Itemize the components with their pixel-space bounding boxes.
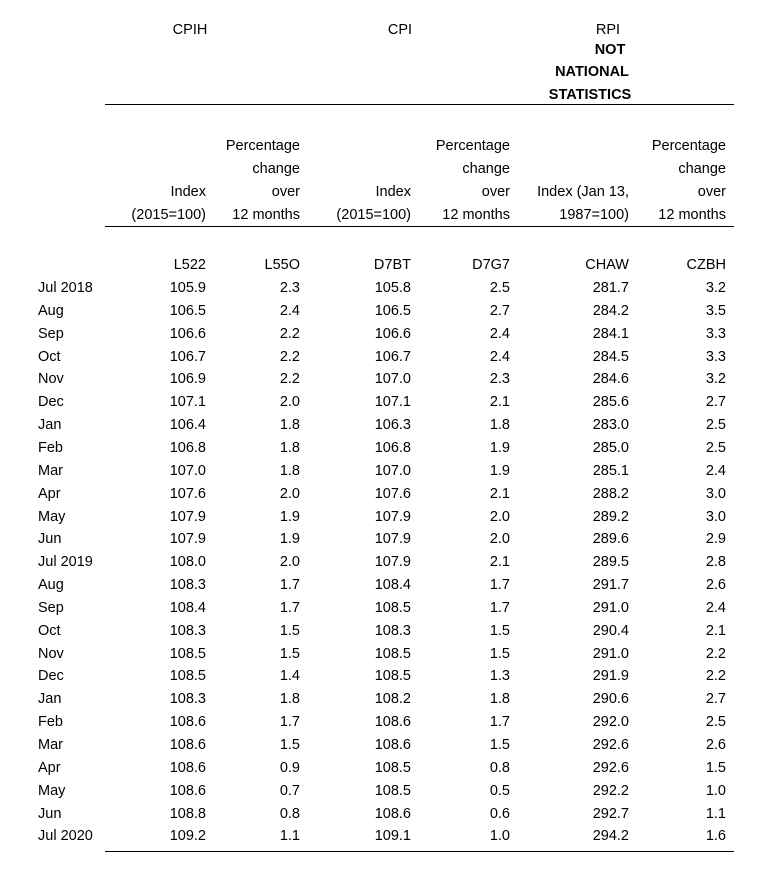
cell-cpi-index: 106.6 bbox=[374, 326, 411, 342]
rpi-pct-header-line-2: change bbox=[678, 161, 726, 177]
cell-rpi-index: 288.2 bbox=[592, 486, 629, 502]
cell-rpi-pct: 3.2 bbox=[705, 371, 726, 387]
series-code-rpi-pct: CZBH bbox=[686, 257, 726, 273]
cell-cpi-pct: 1.5 bbox=[489, 737, 510, 753]
cell-cpi-index: 109.1 bbox=[374, 828, 411, 844]
cell-cpih-pct: 1.9 bbox=[279, 531, 300, 547]
cell-cpi-index: 108.2 bbox=[374, 691, 411, 707]
cpih-index-base: (2015=100) bbox=[131, 207, 206, 223]
cell-cpih-index: 108.6 bbox=[169, 783, 206, 799]
cell-rpi-index: 284.5 bbox=[592, 349, 629, 365]
series-code-rpi-index: CHAW bbox=[585, 257, 629, 273]
cell-cpih-index: 107.0 bbox=[169, 463, 206, 479]
cell-cpi-pct: 2.5 bbox=[489, 280, 510, 296]
row-month-label: Nov bbox=[38, 646, 64, 662]
row-month-label: Aug bbox=[38, 577, 64, 593]
cell-cpih-pct: 1.7 bbox=[279, 714, 300, 730]
cell-rpi-index: 285.1 bbox=[592, 463, 629, 479]
cell-cpih-index: 106.6 bbox=[169, 326, 206, 342]
cell-rpi-pct: 3.2 bbox=[705, 280, 726, 296]
cell-cpih-index: 108.5 bbox=[169, 646, 206, 662]
cell-cpi-index: 106.7 bbox=[374, 349, 411, 365]
cell-rpi-pct: 3.3 bbox=[705, 349, 726, 365]
cell-cpi-pct: 1.9 bbox=[489, 463, 510, 479]
cell-rpi-index: 292.2 bbox=[592, 783, 629, 799]
cell-rpi-pct: 2.7 bbox=[705, 394, 726, 410]
cell-rpi-pct: 3.3 bbox=[705, 326, 726, 342]
cell-cpih-pct: 0.8 bbox=[279, 806, 300, 822]
cell-rpi-index: 291.0 bbox=[592, 646, 629, 662]
rpi-pct-header-line-3: over bbox=[697, 184, 726, 200]
header-top-rule bbox=[105, 104, 734, 105]
group-header-rpi: RPI bbox=[595, 22, 621, 38]
cell-cpih-pct: 1.5 bbox=[279, 737, 300, 753]
cpi-pct-header-line-4: 12 months bbox=[442, 207, 510, 223]
row-month-label: Jul 2018 bbox=[38, 280, 93, 296]
cell-rpi-index: 284.1 bbox=[592, 326, 629, 342]
cpih-pct-header-line-3: over bbox=[271, 184, 300, 200]
cell-cpih-index: 108.4 bbox=[169, 600, 206, 616]
cell-cpih-pct: 2.2 bbox=[279, 349, 300, 365]
cell-cpi-pct: 1.7 bbox=[489, 577, 510, 593]
row-month-label: May bbox=[38, 783, 66, 799]
cell-cpi-index: 107.9 bbox=[374, 531, 411, 547]
header-bottom-rule bbox=[105, 226, 734, 227]
cell-cpih-pct: 1.8 bbox=[279, 417, 300, 433]
cell-rpi-pct: 2.2 bbox=[705, 668, 726, 684]
cell-cpi-pct: 2.4 bbox=[489, 349, 510, 365]
cell-cpi-index: 108.6 bbox=[374, 737, 411, 753]
cell-cpi-index: 106.8 bbox=[374, 440, 411, 456]
row-month-label: Apr bbox=[38, 760, 61, 776]
series-code-cpi-pct: D7G7 bbox=[472, 257, 510, 273]
cell-rpi-pct: 3.5 bbox=[705, 303, 726, 319]
cell-cpih-pct: 1.7 bbox=[279, 600, 300, 616]
cell-rpi-pct: 3.0 bbox=[705, 486, 726, 502]
cell-cpih-index: 106.9 bbox=[169, 371, 206, 387]
cell-cpih-pct: 1.5 bbox=[279, 623, 300, 639]
cell-cpih-index: 108.6 bbox=[169, 714, 206, 730]
cell-cpi-pct: 0.8 bbox=[489, 760, 510, 776]
row-month-label: Feb bbox=[38, 440, 63, 456]
cell-cpi-index: 108.5 bbox=[374, 646, 411, 662]
cell-cpi-pct: 0.5 bbox=[489, 783, 510, 799]
cell-rpi-pct: 2.1 bbox=[705, 623, 726, 639]
cell-cpi-index: 107.1 bbox=[374, 394, 411, 410]
cpi-index-header: Index bbox=[375, 184, 411, 200]
cpi-pct-header-line-3: over bbox=[481, 184, 510, 200]
rpi-index-header-line-1: Index (Jan 13, bbox=[537, 184, 629, 200]
cell-cpih-index: 107.6 bbox=[169, 486, 206, 502]
cell-cpih-pct: 1.5 bbox=[279, 646, 300, 662]
cell-cpi-pct: 1.8 bbox=[489, 691, 510, 707]
series-code-cpih-pct: L55O bbox=[264, 257, 300, 273]
cell-rpi-pct: 2.5 bbox=[705, 714, 726, 730]
cell-cpi-index: 107.0 bbox=[374, 371, 411, 387]
cell-cpih-pct: 2.0 bbox=[279, 554, 300, 570]
cell-rpi-pct: 1.0 bbox=[705, 783, 726, 799]
cell-cpi-index: 107.9 bbox=[374, 554, 411, 570]
row-month-label: Jun bbox=[38, 806, 62, 822]
row-month-label: Nov bbox=[38, 371, 64, 387]
cell-cpih-pct: 0.9 bbox=[279, 760, 300, 776]
cell-rpi-index: 290.6 bbox=[592, 691, 629, 707]
cell-rpi-pct: 2.6 bbox=[705, 577, 726, 593]
rpi-pct-header-line-4: 12 months bbox=[658, 207, 726, 223]
cell-cpi-pct: 1.8 bbox=[489, 417, 510, 433]
cpih-pct-header-line-1: Percentage bbox=[225, 138, 300, 154]
cell-cpi-index: 107.9 bbox=[374, 509, 411, 525]
cell-rpi-index: 292.6 bbox=[592, 737, 629, 753]
cell-rpi-pct: 2.7 bbox=[705, 691, 726, 707]
group-header-cpi: CPI bbox=[387, 22, 413, 38]
row-month-label: Jul 2020 bbox=[38, 828, 93, 844]
cell-cpih-pct: 1.4 bbox=[279, 668, 300, 684]
cell-cpi-pct: 2.1 bbox=[489, 486, 510, 502]
cell-cpi-index: 106.5 bbox=[374, 303, 411, 319]
cell-cpih-pct: 2.0 bbox=[279, 394, 300, 410]
cell-cpih-pct: 1.7 bbox=[279, 577, 300, 593]
cell-rpi-pct: 2.5 bbox=[705, 440, 726, 456]
row-month-label: Oct bbox=[38, 623, 61, 639]
cpih-pct-header-line-4: 12 months bbox=[232, 207, 300, 223]
cell-cpi-pct: 1.7 bbox=[489, 600, 510, 616]
cell-cpi-index: 108.6 bbox=[374, 714, 411, 730]
cell-cpih-index: 108.6 bbox=[169, 737, 206, 753]
row-month-label: Dec bbox=[38, 394, 64, 410]
cell-rpi-index: 292.6 bbox=[592, 760, 629, 776]
cell-cpih-index: 108.0 bbox=[169, 554, 206, 570]
cell-cpih-index: 106.7 bbox=[169, 349, 206, 365]
row-month-label: Mar bbox=[38, 463, 63, 479]
cell-cpi-pct: 2.0 bbox=[489, 531, 510, 547]
cell-cpi-index: 107.0 bbox=[374, 463, 411, 479]
cell-rpi-pct: 3.0 bbox=[705, 509, 726, 525]
cell-cpih-pct: 1.8 bbox=[279, 440, 300, 456]
row-month-label: Apr bbox=[38, 486, 61, 502]
cell-rpi-pct: 1.5 bbox=[705, 760, 726, 776]
cpih-index-header: Index bbox=[170, 184, 206, 200]
cell-rpi-pct: 2.9 bbox=[705, 531, 726, 547]
cell-cpi-index: 108.3 bbox=[374, 623, 411, 639]
rpi-note-line-3: STATISTICS bbox=[548, 87, 632, 103]
cell-cpi-index: 108.4 bbox=[374, 577, 411, 593]
cell-rpi-pct: 2.4 bbox=[705, 600, 726, 616]
cell-rpi-pct: 2.5 bbox=[705, 417, 726, 433]
cell-cpih-pct: 0.7 bbox=[279, 783, 300, 799]
cell-rpi-pct: 2.2 bbox=[705, 646, 726, 662]
cell-rpi-index: 289.2 bbox=[592, 509, 629, 525]
series-code-cpi-index: D7BT bbox=[373, 257, 411, 273]
row-month-label: Dec bbox=[38, 668, 64, 684]
cell-cpi-pct: 2.3 bbox=[489, 371, 510, 387]
cell-rpi-index: 291.0 bbox=[592, 600, 629, 616]
cell-cpih-index: 106.8 bbox=[169, 440, 206, 456]
cell-cpi-pct: 2.0 bbox=[489, 509, 510, 525]
cell-rpi-index: 285.0 bbox=[592, 440, 629, 456]
cell-cpi-pct: 1.5 bbox=[489, 646, 510, 662]
cell-cpih-index: 107.1 bbox=[169, 394, 206, 410]
row-month-label: Jan bbox=[38, 417, 62, 433]
cell-rpi-index: 289.5 bbox=[592, 554, 629, 570]
cell-rpi-index: 281.7 bbox=[592, 280, 629, 296]
cell-cpih-pct: 2.4 bbox=[279, 303, 300, 319]
cell-cpih-pct: 1.9 bbox=[279, 509, 300, 525]
cell-cpi-index: 106.3 bbox=[374, 417, 411, 433]
cell-cpih-pct: 1.8 bbox=[279, 463, 300, 479]
cell-cpih-index: 107.9 bbox=[169, 531, 206, 547]
cell-rpi-pct: 1.6 bbox=[705, 828, 726, 844]
row-month-label: Jul 2019 bbox=[38, 554, 93, 570]
cell-cpi-index: 108.5 bbox=[374, 760, 411, 776]
cell-cpih-index: 106.4 bbox=[169, 417, 206, 433]
cpi-pct-header-line-1: Percentage bbox=[435, 138, 510, 154]
rpi-pct-header-line-1: Percentage bbox=[651, 138, 726, 154]
row-month-label: May bbox=[38, 509, 66, 525]
cell-rpi-pct: 2.8 bbox=[705, 554, 726, 570]
cpi-index-base: (2015=100) bbox=[336, 207, 411, 223]
cell-cpi-index: 107.6 bbox=[374, 486, 411, 502]
cell-rpi-index: 283.0 bbox=[592, 417, 629, 433]
cell-rpi-pct: 2.4 bbox=[705, 463, 726, 479]
cell-rpi-index: 291.9 bbox=[592, 668, 629, 684]
cpih-pct-header-line-2: change bbox=[252, 161, 300, 177]
cell-cpih-pct: 2.0 bbox=[279, 486, 300, 502]
cell-cpih-pct: 2.2 bbox=[279, 326, 300, 342]
row-month-label: Aug bbox=[38, 303, 64, 319]
group-header-cpih: CPIH bbox=[172, 22, 208, 38]
table-bottom-rule bbox=[105, 851, 734, 852]
row-month-label: Jun bbox=[38, 531, 62, 547]
row-month-label: Sep bbox=[38, 600, 64, 616]
rpi-note-line-1: NOT bbox=[594, 42, 626, 58]
cell-cpih-index: 108.3 bbox=[169, 623, 206, 639]
cell-rpi-index: 292.0 bbox=[592, 714, 629, 730]
cell-rpi-index: 292.7 bbox=[592, 806, 629, 822]
cell-rpi-index: 285.6 bbox=[592, 394, 629, 410]
cell-rpi-index: 290.4 bbox=[592, 623, 629, 639]
cell-cpih-index: 107.9 bbox=[169, 509, 206, 525]
cell-cpi-pct: 2.1 bbox=[489, 554, 510, 570]
cell-cpi-index: 108.5 bbox=[374, 668, 411, 684]
cell-cpi-index: 108.5 bbox=[374, 783, 411, 799]
cell-cpi-index: 108.6 bbox=[374, 806, 411, 822]
cell-cpih-pct: 1.8 bbox=[279, 691, 300, 707]
cell-cpih-pct: 2.3 bbox=[279, 280, 300, 296]
cell-cpi-index: 108.5 bbox=[374, 600, 411, 616]
cell-cpih-index: 108.6 bbox=[169, 760, 206, 776]
cell-cpi-pct: 2.1 bbox=[489, 394, 510, 410]
cell-cpih-index: 109.2 bbox=[169, 828, 206, 844]
cell-cpih-index: 108.3 bbox=[169, 577, 206, 593]
row-month-label: Jan bbox=[38, 691, 62, 707]
cell-cpih-index: 108.3 bbox=[169, 691, 206, 707]
cell-rpi-index: 284.6 bbox=[592, 371, 629, 387]
cell-cpi-pct: 2.4 bbox=[489, 326, 510, 342]
cell-cpih-index: 108.8 bbox=[169, 806, 206, 822]
cell-cpih-pct: 2.2 bbox=[279, 371, 300, 387]
cell-cpi-pct: 1.5 bbox=[489, 623, 510, 639]
cell-rpi-pct: 1.1 bbox=[705, 806, 726, 822]
row-month-label: Mar bbox=[38, 737, 63, 753]
cell-cpi-pct: 1.7 bbox=[489, 714, 510, 730]
cell-cpi-pct: 1.3 bbox=[489, 668, 510, 684]
rpi-index-header-line-2: 1987=100) bbox=[559, 207, 629, 223]
row-month-label: Sep bbox=[38, 326, 64, 342]
cell-cpih-index: 105.9 bbox=[169, 280, 206, 296]
cell-rpi-index: 294.2 bbox=[592, 828, 629, 844]
series-code-cpih-index: L522 bbox=[173, 257, 206, 273]
cell-rpi-pct: 2.6 bbox=[705, 737, 726, 753]
cell-cpi-pct: 2.7 bbox=[489, 303, 510, 319]
cpi-pct-header-line-2: change bbox=[462, 161, 510, 177]
cell-cpi-pct: 1.9 bbox=[489, 440, 510, 456]
cell-cpih-index: 108.5 bbox=[169, 668, 206, 684]
cell-rpi-index: 291.7 bbox=[592, 577, 629, 593]
cell-rpi-index: 289.6 bbox=[592, 531, 629, 547]
row-month-label: Oct bbox=[38, 349, 61, 365]
rpi-note-line-2: NATIONAL bbox=[555, 64, 629, 80]
cell-cpih-pct: 1.1 bbox=[279, 828, 300, 844]
cell-rpi-index: 284.2 bbox=[592, 303, 629, 319]
cell-cpi-index: 105.8 bbox=[374, 280, 411, 296]
cell-cpi-pct: 0.6 bbox=[489, 806, 510, 822]
row-month-label: Feb bbox=[38, 714, 63, 730]
cell-cpih-index: 106.5 bbox=[169, 303, 206, 319]
cell-cpi-pct: 1.0 bbox=[489, 828, 510, 844]
